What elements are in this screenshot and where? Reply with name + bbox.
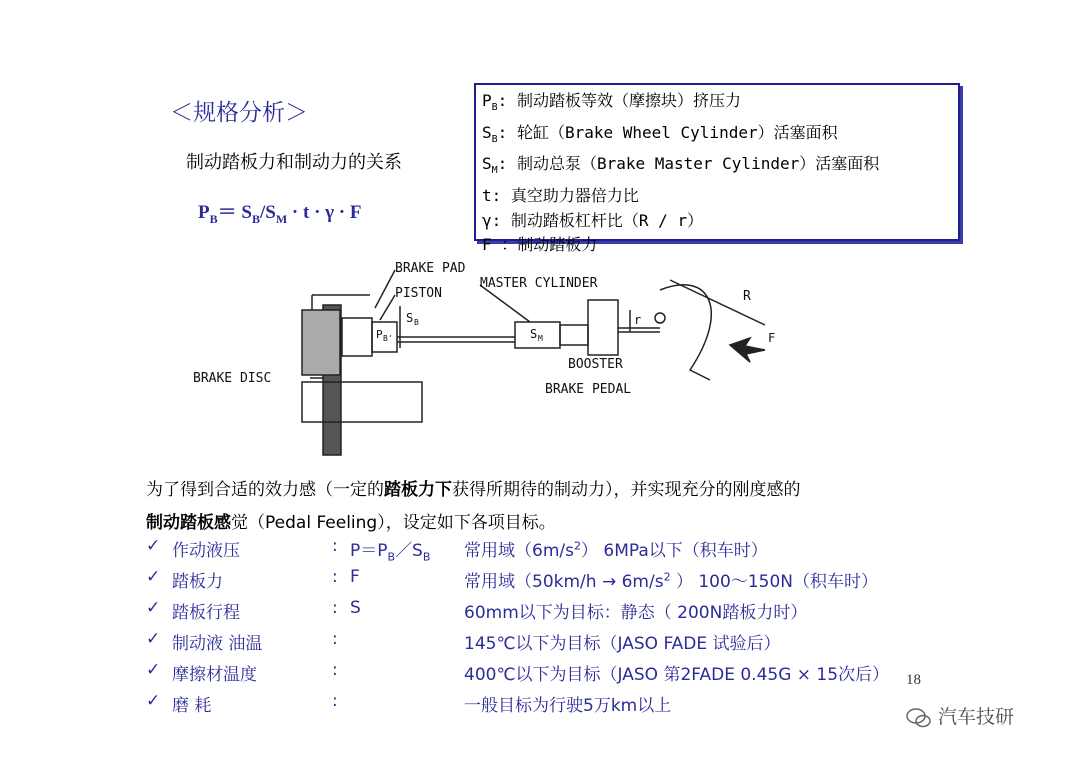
- label-r-big: R: [743, 289, 751, 304]
- page-title: ＜规格分析＞: [170, 100, 308, 126]
- check-icon: ✓: [146, 598, 161, 618]
- force-arrow-icon: [730, 338, 765, 362]
- label-piston: PISTON: [395, 286, 442, 301]
- label-sm: S: [530, 327, 538, 341]
- label-f: F: [768, 331, 776, 345]
- svg-text:B': B': [383, 334, 393, 343]
- definition-pb: $P_B$: 制动踏板等效（摩擦块）挤压力: [482, 91, 741, 114]
- watermark: 汽车技研: [906, 702, 1014, 729]
- label-brake-pad: BRAKE PAD: [395, 261, 466, 276]
- page-number: 18: [906, 672, 921, 688]
- definitions-box: [474, 83, 960, 255]
- check-icon: ✓: [146, 691, 161, 711]
- definition-t: t: 真空助力器倍力比: [482, 186, 639, 206]
- definition-sm: $S_M$: 制动总泵（Brake Master Cylinder）活塞面积: [482, 154, 880, 177]
- subtitle: 制动踏板力和制动力的关系: [186, 152, 402, 173]
- check-icon: ✓: [146, 629, 161, 649]
- label-sb: S: [406, 311, 414, 325]
- definition-gamma: γ: 制动踏板杠杆比（R / r）: [482, 210, 704, 230]
- label-brake-disc: BRAKE DISC: [193, 371, 272, 386]
- description-paragraph: 为了得到合适的效力感（一定的踏板力下获得所期待的制动力），并实现充分的刚度感的 制动踏板感觉（Pedal Feeling），设定如下各项目标。: [146, 480, 801, 533]
- check-icon: ✓: [146, 567, 161, 587]
- definition-f: F ：制动踏板力: [482, 235, 598, 255]
- formula: $P_B= S_B/S_M \cdot t \cdot \gamma \cdot F$: [198, 202, 362, 226]
- brake-system-diagram: [190, 250, 810, 460]
- label-pb: P: [376, 328, 383, 341]
- check-icon: ✓: [146, 660, 161, 680]
- label-master-cylinder: MASTER CYLINDER: [480, 276, 598, 291]
- label-booster: BOOSTER: [568, 357, 623, 372]
- label-r-small: r: [634, 313, 642, 327]
- svg-text:B: B: [414, 318, 419, 327]
- check-icon: ✓: [146, 536, 161, 556]
- label-brake-pedal: BRAKE PEDAL: [545, 382, 632, 397]
- definition-sb: $S_B$: 轮缸（Brake Wheel Cylinder）活塞面积: [482, 122, 838, 145]
- svg-text:M: M: [538, 334, 543, 343]
- wechat-icon: [906, 707, 932, 729]
